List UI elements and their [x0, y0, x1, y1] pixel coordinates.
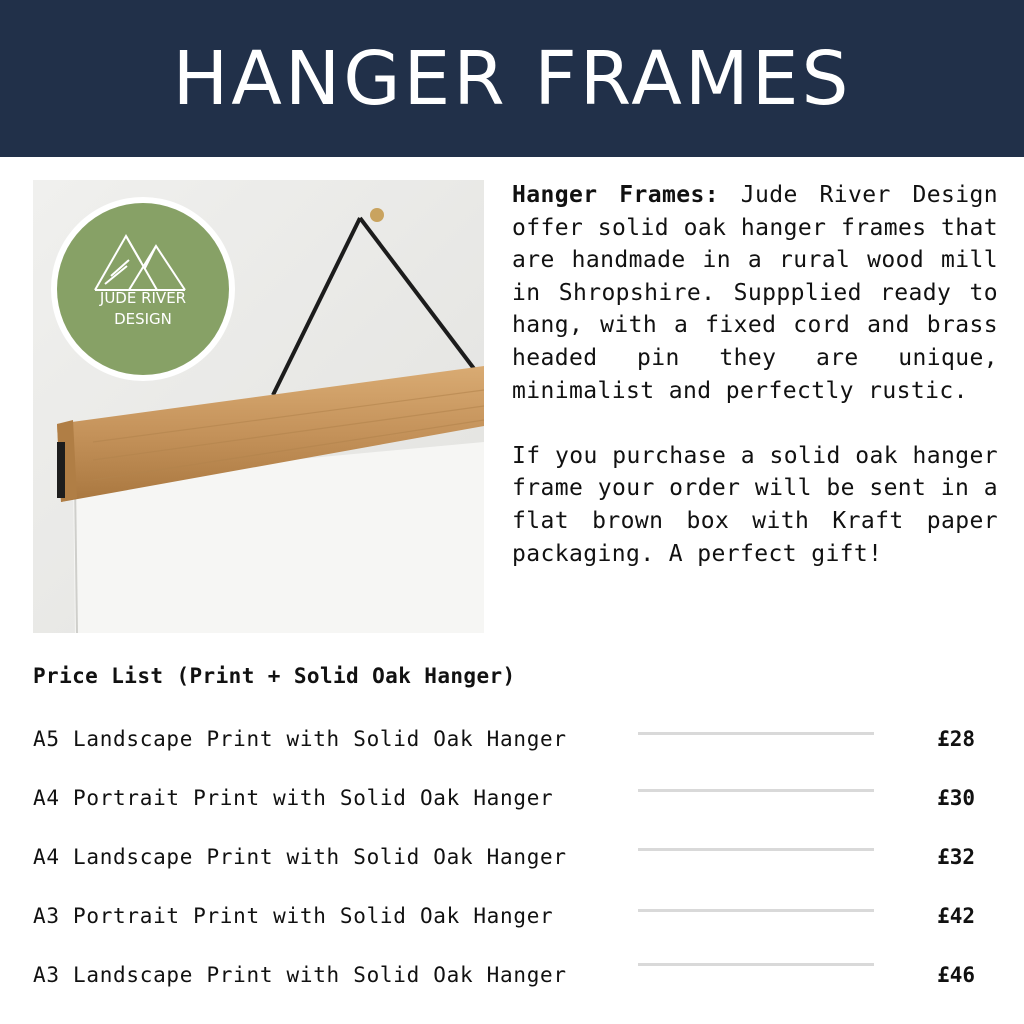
price-row [33, 845, 975, 879]
price-row-price: £46 [937, 963, 975, 987]
price-row-label: A3 Landscape Print with Solid Oak Hanger [33, 963, 567, 987]
page-title: HANGER FRAMES [172, 35, 852, 122]
description [512, 179, 998, 570]
price-list-title: Price List (Print + Solid Oak Hanger) [33, 664, 516, 688]
header-banner [0, 0, 1024, 157]
price-row [33, 904, 975, 938]
description-paragraph-1 [512, 179, 998, 407]
price-row-rule [638, 963, 874, 966]
price-row-rule [638, 732, 874, 735]
price-row-price: £28 [937, 727, 975, 751]
price-row-rule [638, 789, 874, 792]
description-lead: Hanger Frames: [512, 182, 719, 208]
price-row [33, 963, 975, 997]
price-row-price: £42 [937, 904, 975, 928]
price-row-label: A4 Landscape Print with Solid Oak Hanger [33, 845, 567, 869]
hanger-frame-illustration [33, 180, 484, 633]
price-row-price: £32 [937, 845, 975, 869]
description-paragraph-1-text: Jude River Design offer solid oak hanger frames that are handmade in a rural wood mill in Shropshire. Suppplied ready to hang, with a fixed cord and brass headed pin they are unique, minimalist and perfectly rustic. [512, 182, 998, 404]
price-row [33, 786, 975, 820]
price-row-label: A3 Portrait Print with Solid Oak Hanger [33, 904, 554, 928]
price-row-label: A5 Landscape Print with Solid Oak Hanger [33, 727, 567, 751]
description-paragraph-2: If you purchase a solid oak hanger frame your order will be sent in a flat brown box with Kraft paper packaging. A perfect gift! [512, 442, 998, 567]
badge-line-2: DESIGN [114, 310, 172, 328]
price-row-rule [638, 848, 874, 851]
badge-line-1: JUDE RIVER [99, 289, 187, 307]
price-row-price: £30 [937, 786, 975, 810]
price-row-rule [638, 909, 874, 912]
product-photo [33, 180, 484, 633]
price-row-label: A4 Portrait Print with Solid Oak Hanger [33, 786, 554, 810]
price-row [33, 727, 975, 761]
badge-text [52, 288, 234, 330]
